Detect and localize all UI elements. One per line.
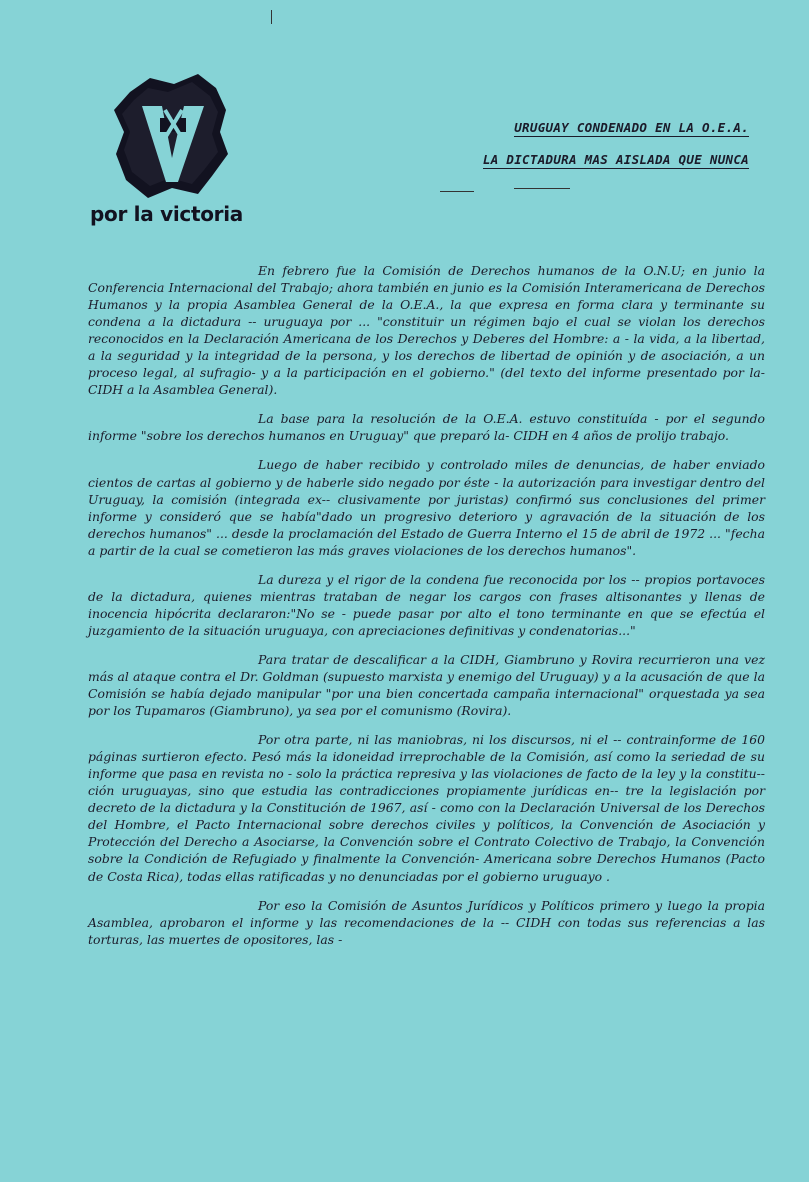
paragraph: La dureza y el rigor de la condena fue reconocida por los -- propios portavoces de la dictadura, quienes mientras trataban de negar los cargos con frases altisonantes y llenas de inocencia hipócrita declararon:"No se - puede pasar por alto el tono terminante en que se efectúa el juzgamiento de la situación uruguaya, con apreciaciones definitivas y condenatorias..." — [88, 571, 765, 638]
paragraph: La base para la resolución de la O.E.A. estuvo constituída - por el segundo informe "sobre los derechos humanos en Uruguay" que preparó la- CIDH en 4 años de prolijo trabajo. — [88, 411, 765, 444]
paragraph: Por eso la Comisión de Asuntos Jurídicos y Políticos primero y luego la propia Asamblea, aprobaron el informe y las recomendaciones de la -- CIDH con todas sus referencias a las torturas, las muertes de opositores, las - — [88, 897, 765, 947]
paragraph: Para tratar de descalificar a la CIDH, Giambruno y Rovira recurrieron una vez más al ataque contra el Dr. Goldman (supuesto marxista y enemigo del Uruguay) y a la acusación de que la Comisión se había dejado manipular "por una bien concertada campaña internacional" orquestada ya sea por los Tupamaros (Giambruno), ya sea por el comunismo (Rovira). — [88, 651, 765, 719]
divider-dash — [440, 191, 474, 192]
paragraph: En febrero fue la Comisión de Derechos humanos de la O.N.U; en junio la Conferencia Internacional del Trabajo; ahora también en junio es la Comisión Interamericana de Derechos Humanos y la propia Asamblea General de la O.E.A., la que expresa en forma clara y terminante su condena a la dictadura -- uruguaya por ... "constituir un régimen bajo el cual se violan los derechos reconocidos en la Declaración Americana de los Derechos y Deberes del Hombre: a - la vida, a la libertad, a la seguridad y la integridad de la persona, y los derechos de libertad de opinión y de asociación, a un proceso legal, al sufragio- y a la participación en el gobierno." (del texto del informe presentado por la- CIDH a la Asamblea General). — [88, 263, 765, 398]
divider-dash — [514, 188, 570, 189]
v-victory-emblem-icon — [112, 70, 232, 200]
margin-mark — [271, 10, 272, 24]
headline-uruguay-condenado: URUGUAY CONDENADO EN LA O.E.A. — [514, 120, 749, 135]
tagline: por la victoria — [90, 202, 243, 226]
article-body — [88, 262, 765, 960]
paragraph: Por otra parte, ni las maniobras, ni los discursos, ni el -- contrainforme de 160 páginas surtieron efecto. Pesó más la idoneidad irreprochable de la Comisión, así como la seriedad de su informe que pasa en revista no - solo la práctica represiva y las violaciones de facto de la ley y la constitu-- ción uruguayas, sino que estudia las contradicciones propiamente jurídicas en-- tre la legislación por decreto de la dictadura y la Constitución de 1967, así - como con la Declaración Universal de los Derechos del Hombre, el Pacto Internacional sobre derechos civiles y políticos, la Convención de Asociación y Protección del Derecho a Asociarse, la Convención sobre el Contrato Colectivo de Trabajo, la Convención sobre la Condición de Refugiado y finalmente la Convención- Americana sobre Derechos Humanos (Pacto de Costa Rica), todas ellas ratificadas y no denunciadas por el gobierno uruguayo . — [88, 732, 765, 884]
headline-dictadura-aislada: LA DICTADURA MAS AISLADA QUE NUNCA — [482, 152, 749, 167]
paragraph: Luego de haber recibido y controlado miles de denuncias, de haber enviado cientos de cartas al gobierno y de haberle sido negado por éste - la autorización para investigar dentro del Uruguay, la comisión (integrada ex-- clusivamente por juristas) confirmó sus conclusiones del primer informe y consideró que se había"dado un progresivo deterioro y agravación de la situación de los derechos humanos" ... desde la proclamación del Estado de Guerra Interno el 15 de abril de 1972 ... "fecha a partir de la cual se cometieron las más graves violaciones de los derechos humanos". — [88, 457, 765, 558]
corner-mark — [0, 0, 14, 6]
